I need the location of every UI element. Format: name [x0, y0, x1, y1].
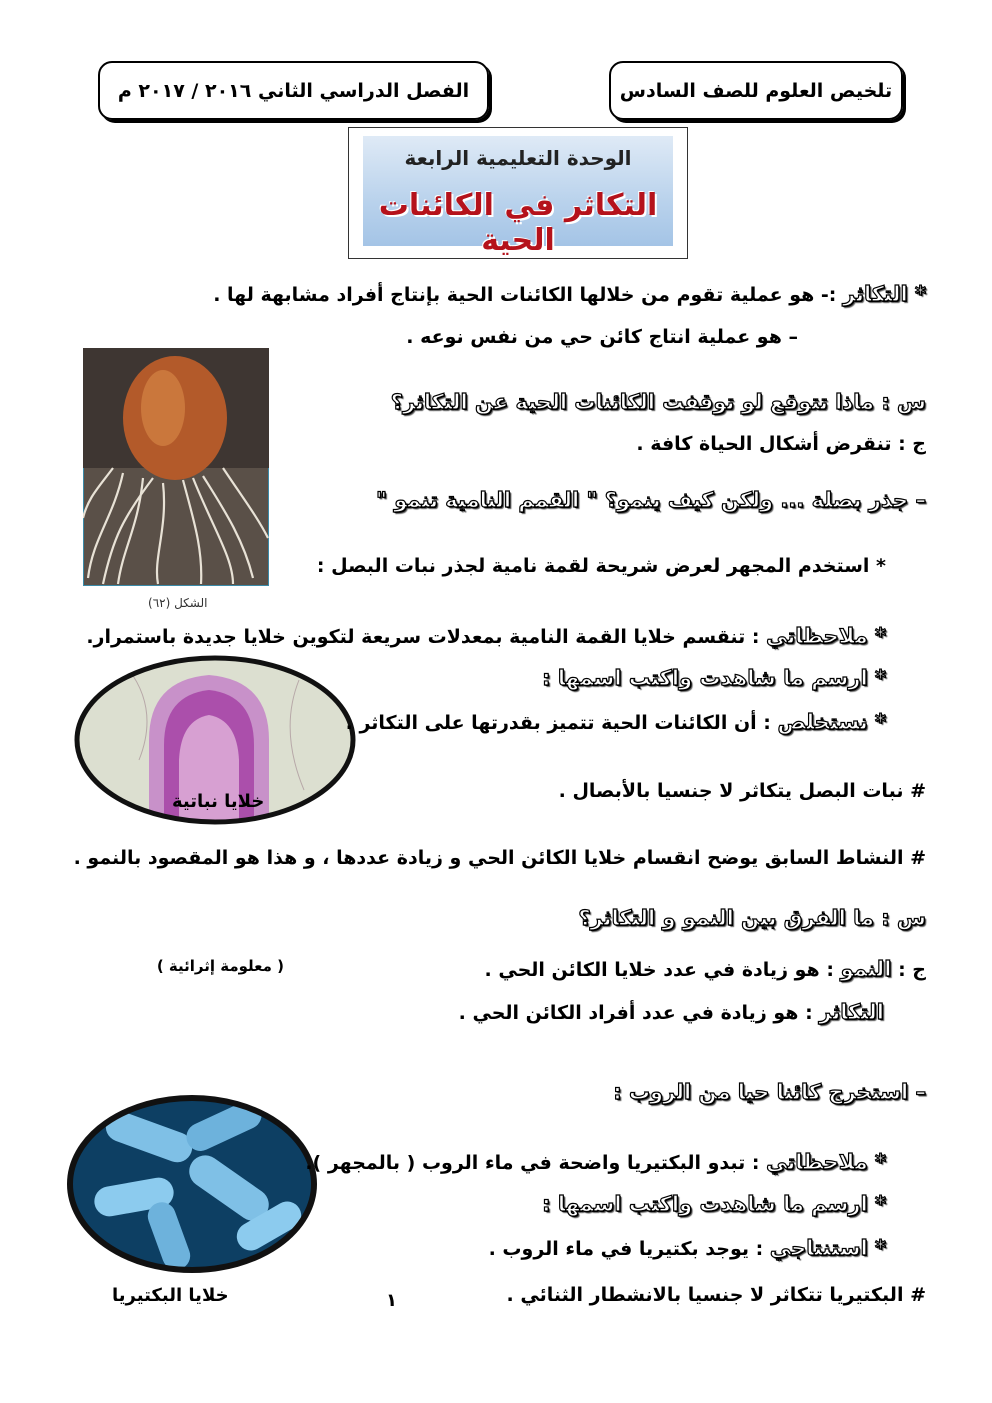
answer-reproduction-line — [459, 1000, 884, 1024]
semester-box — [98, 61, 489, 120]
answer-growth-line — [485, 957, 926, 981]
conclusion-text: : أن الكائنات الحية تتميز بقدرتها على التكاثر . — [345, 712, 771, 734]
plant-cells-caption: خلايا نباتية — [172, 791, 265, 812]
observation-2-text: : تبدو البكتيريا واضحة في ماء الروب ( بالمجهر ). — [305, 1152, 760, 1174]
definition-term: * التكاثر — [843, 282, 926, 306]
unit-title: التكاثر في الكائنات الحية — [378, 188, 658, 258]
observation-2-line — [305, 1150, 886, 1174]
bacteria-image — [64, 1092, 320, 1276]
answer-1: ج : تنقرض أشكال الحياة كافة . — [636, 433, 926, 455]
definition-line — [213, 282, 926, 306]
draw-instruction-1: * ارسم ما شاهدت واكتب اسمها : — [542, 666, 886, 690]
observation-term: * ملاحظاتي — [766, 624, 886, 648]
conclusion-line — [346, 710, 886, 734]
note-growth: # النشاط السابق يوضح انقسام خلايا الكائن الحي و زيادة عددها ، و هذا هو المقصود بالنمو . — [73, 847, 926, 869]
semester-text: الفصل الدراسي الثاني ٢٠١٦ / ٢٠١٧ م — [117, 79, 470, 102]
growth-text: : هو زيادة في عدد خلايا الكائن الحي . — [484, 959, 834, 981]
observation-line — [86, 624, 886, 648]
reproduction-term: التكاثر — [819, 1000, 884, 1024]
growth-term: النمو — [840, 957, 892, 981]
bacteria-caption: خلايا البكتيريا — [112, 1285, 229, 1306]
conclusion-term: * نستخلص — [777, 710, 886, 734]
question-2: س : ما الفرق بين النمو و التكاثر؟ — [578, 906, 926, 930]
unit-subtitle: الوحدة التعليمية الرابعة — [404, 146, 632, 170]
page-number: ١ — [386, 1290, 397, 1311]
draw-instruction-2: * ارسم ما شاهدت واكتب اسمها : — [542, 1192, 886, 1216]
observation-text: : تنقسم خلايا القمة النامية بمعدلات سريعة لتكوين خلايا جديدة باستمرار. — [86, 626, 760, 648]
note-onion: # نبات البصل يتكاثر لا جنسيا بالأبصال . — [558, 780, 926, 802]
enrichment-note: ( معلومة إثرائية ) — [156, 957, 284, 975]
result-text: : يوجد بكتيريا في ماء الروب . — [488, 1238, 764, 1260]
title-box — [609, 61, 903, 120]
definition-2: – هو عملية انتاج كائن حي من نفس نوعه . — [406, 326, 798, 348]
answer-prefix: ج : — [898, 959, 926, 981]
definition-text: :- هو عملية تقوم من خلالها الكائنات الحية بإنتاج أفراد مشابهة لها . — [213, 284, 837, 306]
result-line — [489, 1236, 886, 1260]
title-text: تلخيص العلوم للصف السادس — [619, 79, 893, 102]
observation-2-term: * ملاحظاتي — [766, 1150, 886, 1174]
use-microscope: * استخدم المجهر لعرض شريحة لقمة نامية لجذر نبات البصل : — [316, 555, 886, 577]
note-bacteria: # البكتيريا تتكاثر لا جنسيا بالانشطار الثنائي . — [506, 1284, 926, 1306]
onion-svg — [83, 348, 269, 586]
unit-banner-inner — [363, 136, 673, 258]
onion-root-image — [83, 348, 269, 586]
extract-organism: – استخرج كائنا حيا من الروب : — [613, 1080, 926, 1104]
reproduction-text: : هو زيادة في عدد أفراد الكائن الحي . — [458, 1002, 813, 1024]
result-term: * استنتاجي — [769, 1236, 886, 1260]
unit-banner — [348, 127, 688, 259]
question-1: س : ماذا تتوقع لو توقفت الكائنات الحية عن التكاثر؟ — [390, 390, 926, 414]
subheading-onion: – جذر بصلة ... ولكن كيف ينمو؟ " القمم النامية تنمو " — [376, 488, 926, 512]
bacteria-svg — [64, 1092, 320, 1276]
onion-figure-caption: الشكل (٦٢) — [148, 596, 208, 610]
